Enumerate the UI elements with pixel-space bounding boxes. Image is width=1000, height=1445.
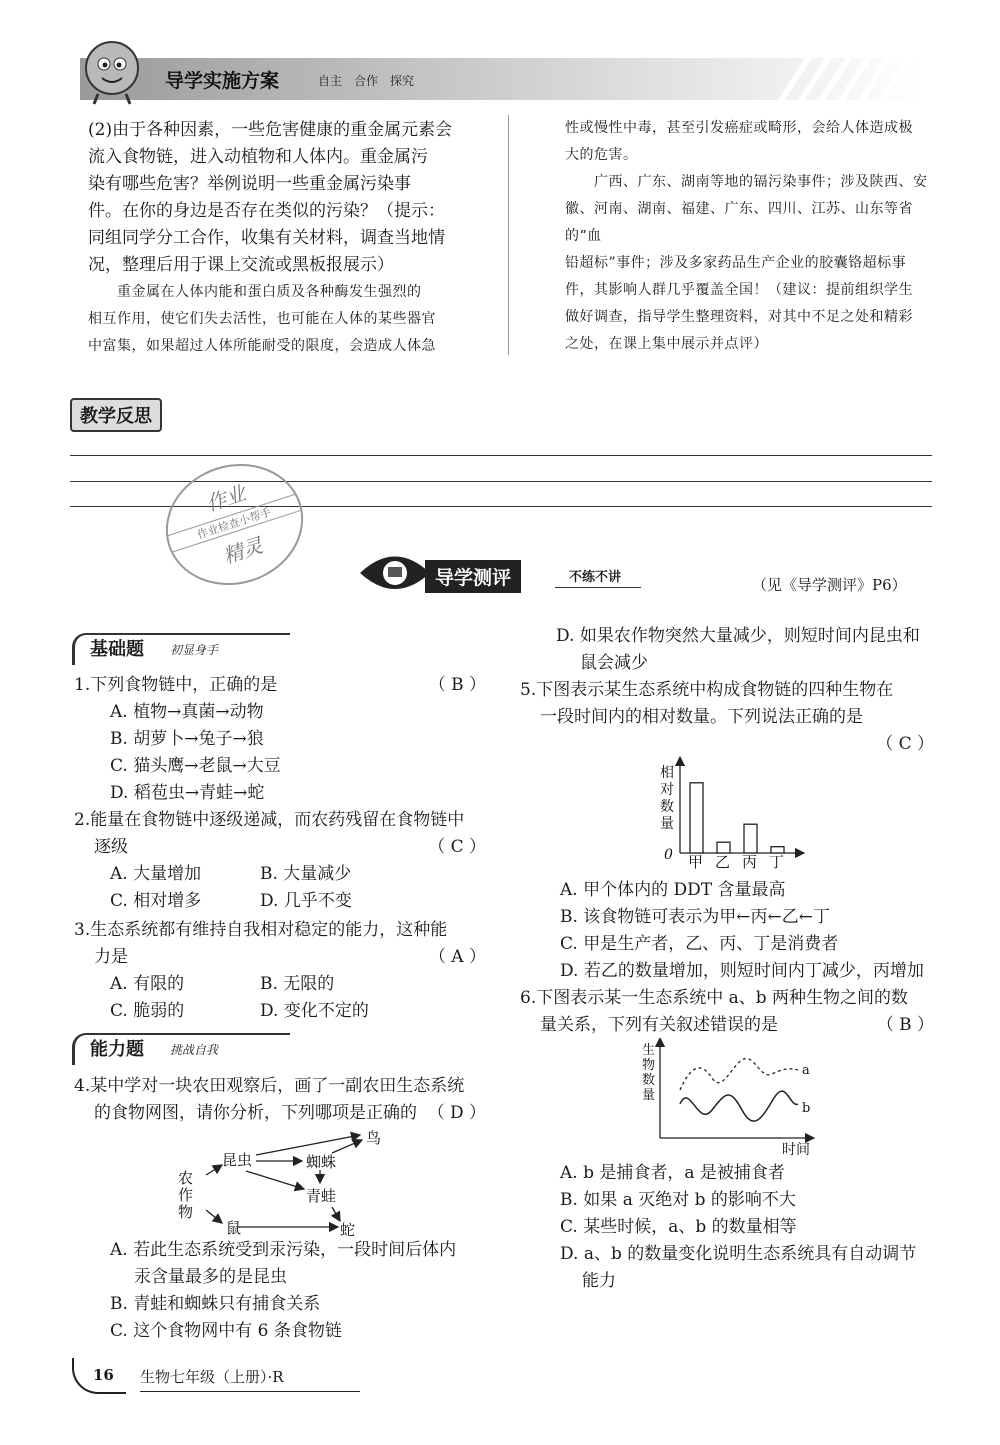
y-label-char: 生	[642, 1043, 656, 1058]
bar-乙	[717, 842, 730, 853]
option: A. b 是捕食者，a 是被捕食者	[560, 1163, 785, 1183]
answer-note-line: 重金属在人体内能和蛋白质及各种酶发生强烈的	[88, 284, 422, 300]
option: D. 若乙的数量增加，则短时间内丁减少，丙增加	[560, 961, 924, 981]
y-label-char: 量	[660, 816, 674, 832]
bar-丙	[744, 824, 757, 853]
question-stem: 1.下列食物链中，正确的是	[74, 675, 278, 695]
option: A. 甲个体内的 DDT 含量最高	[560, 880, 786, 900]
answer-note-line: 之处，在课上集中展示并点评）	[565, 336, 768, 352]
ability-subheading: 挑战自我	[170, 1043, 219, 1057]
label-spider: 蜘蛛	[306, 1153, 337, 1171]
x-axis-label: 时间	[782, 1142, 810, 1158]
basic-heading: 基础题	[90, 639, 144, 660]
mascot-icon	[78, 36, 148, 106]
question-stem-cont: 量关系，下列有关叙述错误的是	[540, 1015, 778, 1035]
option: D. a、b 的数量变化说明生态系统具有自动调节	[560, 1244, 917, 1264]
section-tag: 不练不讲	[555, 566, 641, 588]
question-5-options	[560, 877, 940, 985]
book-title: 生物七年级（上册）·R	[140, 1366, 360, 1392]
question-3	[74, 917, 486, 1025]
label-crop-1: 农	[178, 1169, 194, 1187]
homework-stamp	[150, 446, 319, 602]
discussion-line: 同组同学分工合作，收集有关材料，调查当地情	[88, 228, 445, 248]
option: A. 植物→真菌→动物	[110, 702, 264, 722]
label-snake: 蛇	[340, 1221, 356, 1239]
y-label-char: 数	[660, 799, 674, 815]
section-reference: （见《导学测评》P6）	[752, 576, 907, 594]
option: A. 大量增加	[110, 864, 202, 884]
basic-subheading: 初显身手	[170, 643, 219, 657]
answer-note-line: 性或慢性中毒，甚至引发癌症或畸形，会给人体造成极	[565, 120, 913, 136]
answer-key: （ B ）	[876, 1015, 934, 1035]
series-a-label: a	[802, 1063, 810, 1078]
question-4-options	[110, 1237, 490, 1345]
series-b-line	[680, 1091, 798, 1121]
y-axis-label	[660, 764, 674, 832]
question-stem-cont: 的食物网图，请你分析，下列哪项是正确的	[94, 1103, 417, 1123]
arrow-insect-bird	[256, 1135, 360, 1155]
discussion-line: (2)由于各种因素，一些危害健康的重金属元素会	[88, 120, 453, 140]
answer-note-line: 铅超标”事件；涉及多家药品生产企业的胶囊铬超标事	[565, 255, 907, 271]
label-frog: 青蛙	[306, 1187, 337, 1205]
option: C. 甲是生产者，乙、丙、丁是消费者	[560, 934, 839, 954]
answer-key: （ C ）	[876, 734, 934, 754]
answer-note-line: 广西、广东、湖南等地的镉污染事件；涉及陕西、安	[565, 174, 928, 190]
column-divider	[508, 115, 509, 355]
bar-chart	[650, 755, 810, 870]
answer-note-line: 徽、河南、湖南、福建、广东、四川、江苏、山东等省的“血	[565, 201, 913, 244]
category-label: 乙	[715, 853, 731, 870]
page-number: 16	[93, 1366, 114, 1384]
category-label: 甲	[688, 853, 704, 870]
discussion-line: 件。在你的身边是否存在类似的污染？（提示：	[88, 201, 445, 221]
option-cont: 鼠会减少	[580, 653, 648, 673]
label-crop-2: 作	[178, 1186, 194, 1204]
arrow-crop-insect	[206, 1165, 222, 1175]
answer-note-line: 相互作用，使它们失去活性，也可能在人体的某些器官	[88, 311, 436, 327]
question-4	[74, 1073, 486, 1127]
option: B. 青蛙和蜘蛛只有捕食关系	[110, 1294, 321, 1314]
question-6-options	[560, 1160, 940, 1295]
option: C. 猫头鹰→老鼠→大豆	[110, 756, 281, 776]
question-stem: 5.下图表示某生态系统中构成食物链的四种生物在	[520, 680, 894, 700]
question-stem: 6.下图表示某一生态系统中 a、b 两种生物之间的数	[520, 988, 909, 1008]
question-stem: 3.生态系统都有维持自我相对稳定的能力，这种能	[74, 920, 448, 940]
section-emblem-icon	[355, 545, 435, 600]
answer-key: （ D ）	[427, 1103, 486, 1123]
discussion-line: 流入食物链，进入动植物和人体内。重金属污	[88, 147, 428, 167]
answer-note-line: 大的危害。	[565, 147, 638, 163]
question-1	[74, 672, 486, 807]
option-cont: 汞含量最多的是昆虫	[134, 1267, 287, 1287]
header-title: 导学实施方案	[165, 70, 280, 92]
section-title: 导学测评	[425, 560, 521, 593]
category-label: 丙	[742, 853, 758, 870]
option: C. 这个食物网中有 6 条食物链	[110, 1321, 342, 1341]
option: A. 有限的	[110, 974, 185, 994]
y-label-char: 相	[660, 765, 674, 781]
option: B. 该食物链可表示为甲←丙←乙←丁	[560, 907, 831, 927]
option: C. 脆弱的	[110, 1001, 185, 1021]
option: B. 胡萝卜→兔子→狼	[110, 729, 264, 749]
y-axis-label	[642, 1042, 655, 1103]
stamp-top-text: 作业	[203, 480, 249, 516]
discussion-line: 染有哪些危害？举例说明一些重金属污染事	[88, 174, 411, 194]
right-top-block	[565, 115, 945, 358]
option: C. 相对增多	[110, 891, 202, 911]
question-stem: 4.某中学对一块农田观察后，画了一副农田生态系统	[74, 1076, 465, 1096]
option-cont: 能力	[582, 1271, 616, 1291]
series-b-label: b	[802, 1101, 811, 1116]
question-stem: 2.能量在食物链中逐级递减，而农药残留在食物链中	[74, 810, 465, 830]
series-a-line	[680, 1059, 798, 1090]
line-chart	[630, 1038, 820, 1158]
answer-key: （ C ）	[428, 837, 486, 857]
option: B. 无限的	[260, 974, 335, 994]
answer-key: （ B ）	[428, 675, 486, 695]
option: B. 大量减少	[260, 864, 352, 884]
y-label-char: 量	[642, 1088, 656, 1103]
y-label-char: 对	[660, 782, 674, 798]
option: A. 若此生态系统受到汞污染，一段时间后体内	[110, 1240, 457, 1260]
stamp-middle-text: 作业检查小帮手	[167, 494, 301, 553]
header-subtitle: 自主 合作 探究	[318, 74, 415, 88]
answer-note-line: 件，其影响人群几乎覆盖全国！（建议：提前组织学生	[565, 282, 913, 298]
stamp-bottom-text: 精灵	[220, 533, 266, 569]
question-6	[520, 985, 934, 1039]
label-insect: 昆虫	[222, 1151, 253, 1169]
answer-note-line: 中富集，如果超过人体所能耐受的限度，会造成人体急	[88, 338, 436, 354]
answer-note-line: 做好调查，指导学生整理资料，对其中不足之处和精彩	[565, 309, 913, 325]
writing-line	[70, 455, 932, 456]
y-label-char: 数	[642, 1073, 656, 1088]
discussion-line: 况，整理后用于课上交流或黑板报展示）	[88, 255, 394, 275]
arrow-crop-mouse	[206, 1210, 222, 1223]
arrow-spider-bird	[332, 1140, 362, 1153]
option: B. 如果 a 灭绝对 b 的影响不大	[560, 1190, 796, 1210]
question-2	[74, 807, 486, 915]
origin-label: 0	[664, 847, 673, 863]
food-web-diagram	[170, 1125, 390, 1240]
label-crop-3: 物	[178, 1203, 194, 1221]
arrow-insect-frog	[246, 1171, 304, 1189]
y-label-char: 物	[642, 1058, 656, 1073]
question-4-option-d	[518, 623, 938, 677]
label-mouse: 鼠	[226, 1219, 242, 1237]
option: D. 如果农作物突然大量减少，则短时间内昆虫和	[556, 626, 920, 646]
question-5	[520, 677, 934, 754]
option: D. 变化不定的	[260, 1001, 369, 1021]
reflection-label: 教学反思	[70, 398, 162, 432]
category-label: 丁	[769, 853, 785, 870]
question-stem-cont: 一段时间内的相对数量。下列说法正确的是	[540, 707, 863, 727]
question-stem-cont: 逐级	[94, 837, 128, 857]
answer-key: （ A ）	[428, 947, 486, 967]
bar-甲	[690, 783, 703, 853]
option: D. 几乎不变	[260, 891, 352, 911]
question-stem-cont: 力是	[94, 947, 128, 967]
ability-heading: 能力题	[90, 1039, 144, 1060]
label-bird: 鸟	[366, 1129, 382, 1147]
option: D. 稻苞虫→青蛙→蛇	[110, 783, 265, 803]
option: C. 某些时候，a、b 的数量相等	[560, 1217, 797, 1237]
left-top-block	[88, 117, 508, 360]
arrow-frog-snake	[332, 1207, 340, 1221]
